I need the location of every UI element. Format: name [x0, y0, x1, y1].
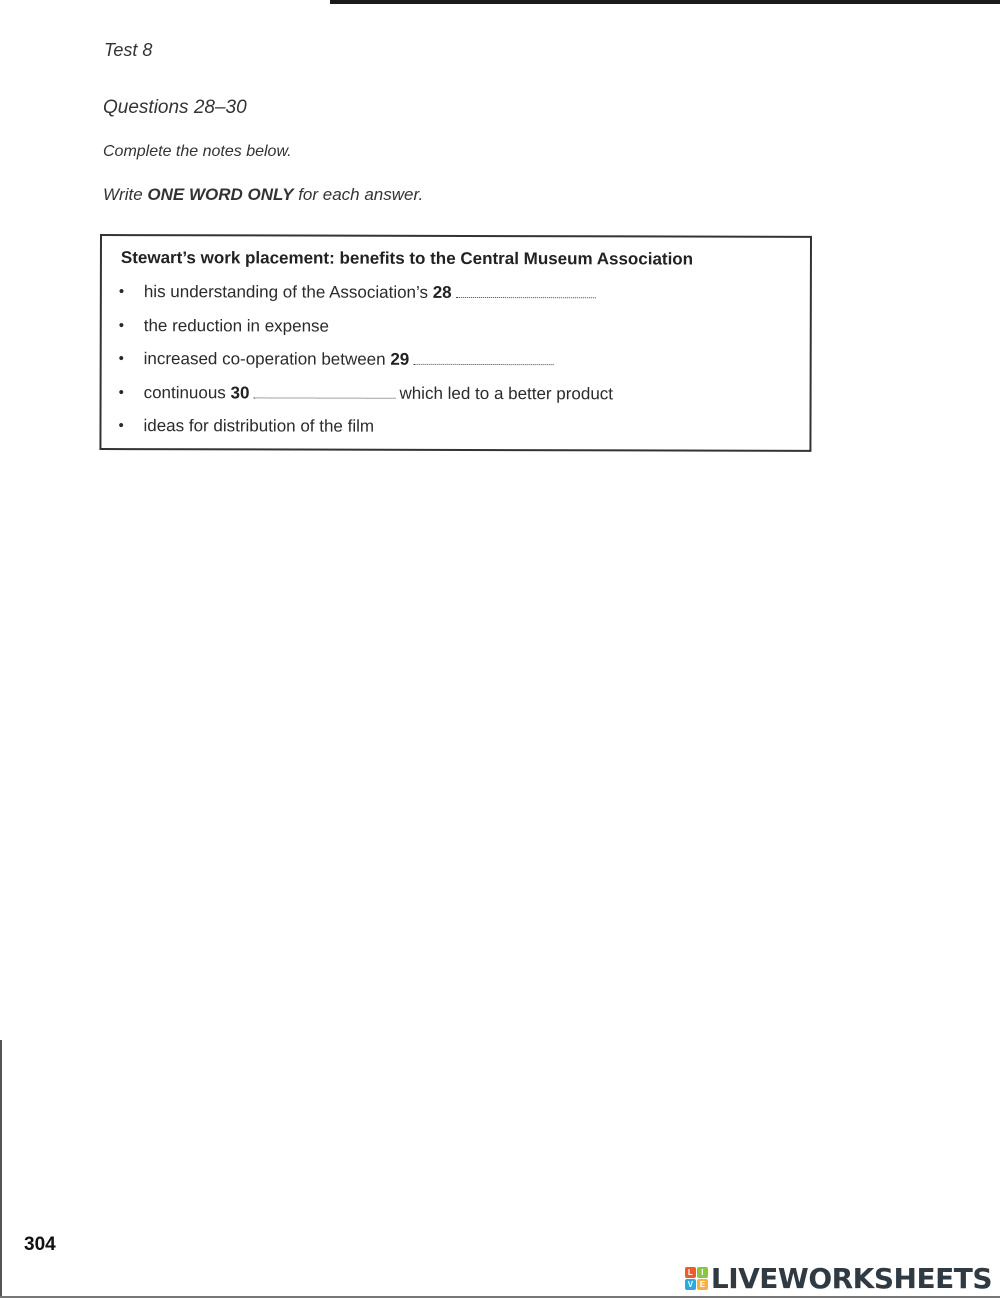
bullet-icon: •: [118, 316, 125, 334]
notes-item-28: [119, 280, 614, 315]
instruction-suffix: for each answer.: [293, 185, 424, 204]
scan-edge-top: [330, 0, 1000, 4]
bullet-icon: •: [118, 383, 124, 401]
logo-letter-v: V: [685, 1279, 696, 1290]
answer-blank-28[interactable]: [456, 283, 596, 298]
scan-edge-left: [0, 1040, 2, 1298]
notes-item-text: continuous: [143, 382, 231, 402]
notes-item-text: ideas for distribution of the film: [143, 416, 375, 436]
notes-item-distribution: [118, 414, 613, 449]
bullet-icon: •: [118, 417, 124, 435]
notes-item-29: [119, 347, 614, 382]
notes-item-text: the reduction in expense: [143, 315, 330, 336]
answer-blank-29[interactable]: [413, 350, 553, 365]
page-number: 304: [24, 1234, 56, 1255]
notes-item-text: increased co-operation between: [143, 349, 391, 369]
notes-list: [118, 280, 613, 449]
question-number: 29: [390, 349, 410, 369]
logo-letter-i: I: [697, 1267, 708, 1278]
questions-heading: Questions 28–30: [103, 97, 247, 118]
liveworksheets-logo-icon: [685, 1267, 708, 1290]
notes-item-text: his understanding of the Association’s: [143, 282, 433, 302]
logo-letter-e: E: [697, 1279, 708, 1290]
notes-title: Stewart’s work placement: benefits to the Central Museum Association: [120, 248, 694, 269]
logo-letter-l: L: [685, 1267, 696, 1278]
bullet-icon: •: [118, 350, 124, 368]
question-number: 30: [230, 382, 250, 402]
notes-item-expense: [119, 314, 614, 349]
test-label: Test 8: [104, 40, 153, 60]
bullet-icon: •: [118, 283, 125, 301]
answer-blank-30[interactable]: [253, 383, 395, 398]
liveworksheets-brand[interactable]: [685, 1262, 992, 1295]
question-number: 28: [432, 282, 452, 302]
notes-box: [99, 234, 812, 452]
instruction-complete: Complete the notes below.: [103, 143, 292, 160]
instruction-emphasis: ONE WORD ONLY: [147, 185, 294, 204]
instruction-word-limit: [103, 185, 423, 205]
notes-item-30: [119, 381, 614, 416]
instruction-prefix: Write: [103, 185, 148, 204]
notes-item-text-after: which led to a better product: [399, 383, 614, 403]
brand-name: LIVEWORKSHEETS: [710, 1262, 992, 1295]
